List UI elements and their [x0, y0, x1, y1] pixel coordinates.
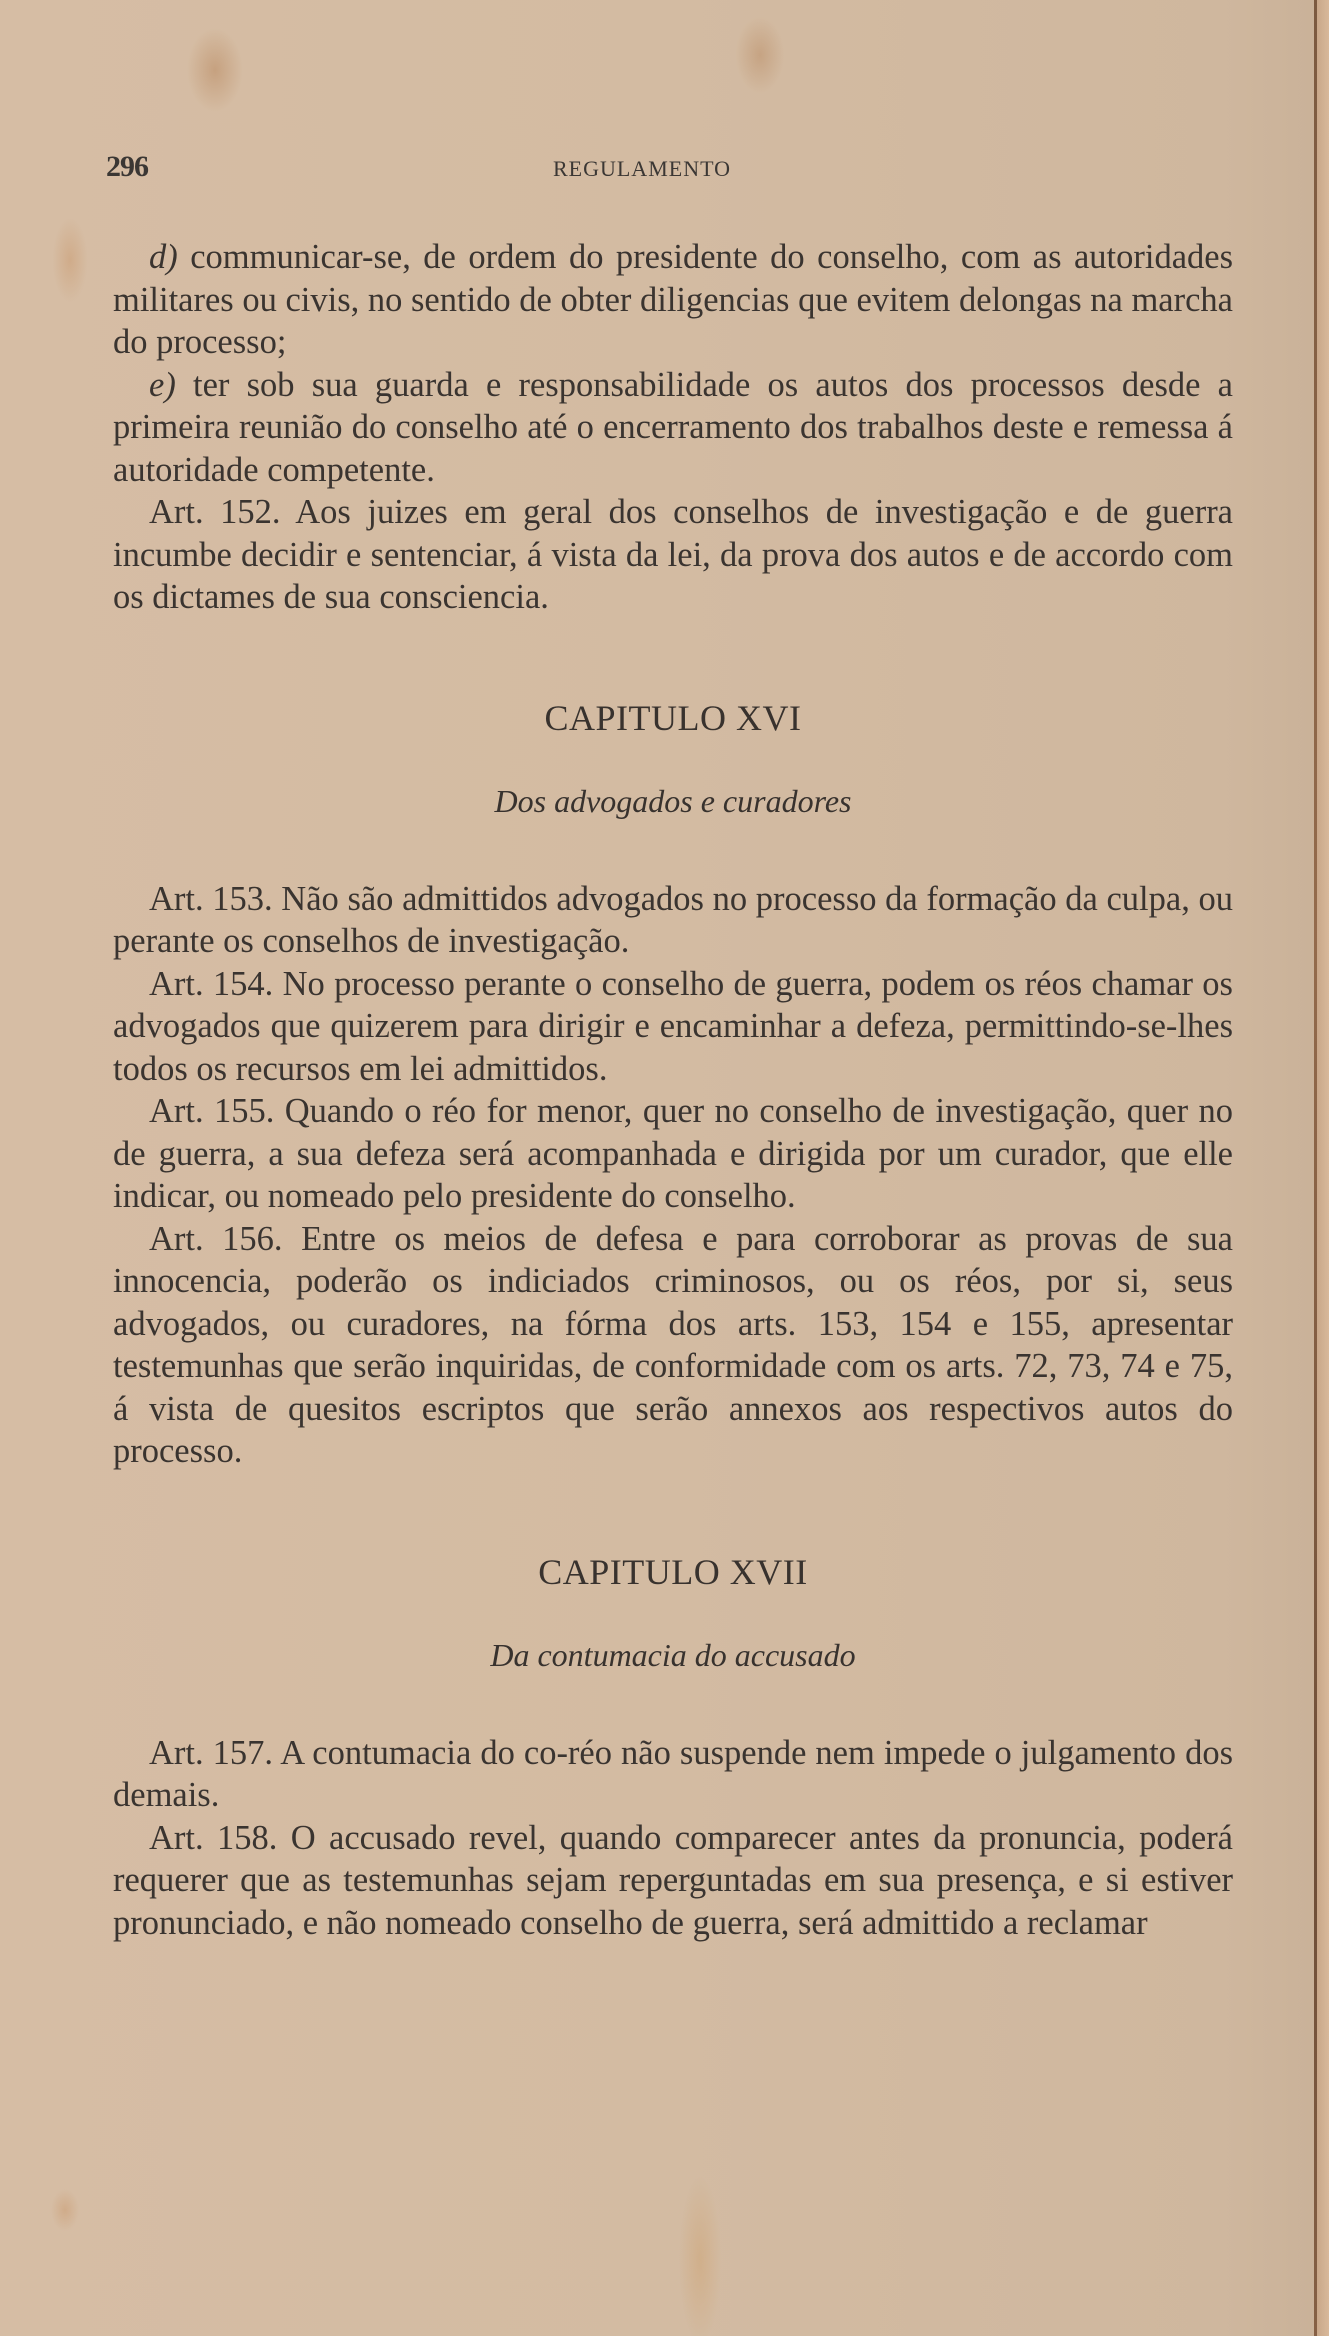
running-head: REGULAMENTO [552, 156, 732, 181]
article-155: Art. 155. Quando o réo for menor, quer no conselho de investigação, quer no de guerra, a sua defeza será acompanhada e dirigida por um curador, que elle indicar, ou nomeado pelo presidente do conselho. [113, 1092, 1233, 1215]
item-d-text: communicar-se, de ordem do presidente do conselho, com as autoridades militares ou civis, no sentido de obter diligencias que evitem delongas na marcha do processo; [113, 238, 1233, 361]
article-152: Art. 152. Aos juizes em geral dos conselhos de investigação e de guerra incumbe decidir e sentenciar, á vista da lei, da prova dos autos e de accordo com os dictames de sua consciencia. [113, 493, 1233, 616]
item-e-paragraph [113, 364, 1233, 492]
chapter-16-subtitle: Dos advogados e curadores [494, 782, 852, 819]
item-d-letter: d) [149, 238, 178, 276]
page-body [113, 236, 1233, 1944]
chapter-16-title: CAPITULO XVI [544, 697, 802, 738]
item-e-text: ter sob sua guarda e responsabilidade os autos dos processos desde a primeira reunião do conselho até o encerramento dos trabalhos deste e remessa á autoridade competente. [113, 365, 1233, 489]
chapter-17-title: CAPITULO XVII [538, 1551, 808, 1592]
article-153: Art. 153. Não são admittidos advogados no processo da formação da culpa, ou perante os conselhos de investigação. [113, 879, 1233, 960]
article-156: Art. 156. Entre os meios de defesa e para corroborar as provas de sua innocencia, poderão os indiciados criminosos, ou os réos, por si, seus advogados, ou curadores, na fórma dos arts. 153, 154 e 155, apresentar testemunhas que serão inquiridas, de conformidade com os arts. 72, 73, 74 e 75, á vista de quesitos escriptos que serão annexos aos respectivos autos do processo. [113, 1219, 1233, 1470]
page-edge-margin [1317, 0, 1329, 2336]
page-edge-line [1314, 0, 1317, 2336]
chapter-17-subtitle: Da contumacia do accusado [490, 1636, 856, 1673]
page-header [106, 150, 1238, 190]
article-154: Art. 154. No processo perante o conselho de guerra, podem os réos chamar os advogados que quizerem para dirigir e encaminhar a defeza, permittindo-se-lhes todos os recursos em lei admittidos. [113, 964, 1233, 1088]
item-d-paragraph [113, 236, 1233, 364]
page-number: 296 [106, 150, 148, 183]
article-158: Art. 158. O accusado revel, quando comparecer antes da pronuncia, poderá requerer que as testemunhas sejam reperguntadas em sua presença, e si estiver pronunciado, e não nomeado conselho de guerra, será admittido a reclamar [113, 1818, 1233, 1942]
article-157: Art. 157. A contumacia do co-réo não suspende nem impede o julgamento dos demais. [113, 1733, 1233, 1814]
item-e-letter: e) [149, 365, 176, 404]
